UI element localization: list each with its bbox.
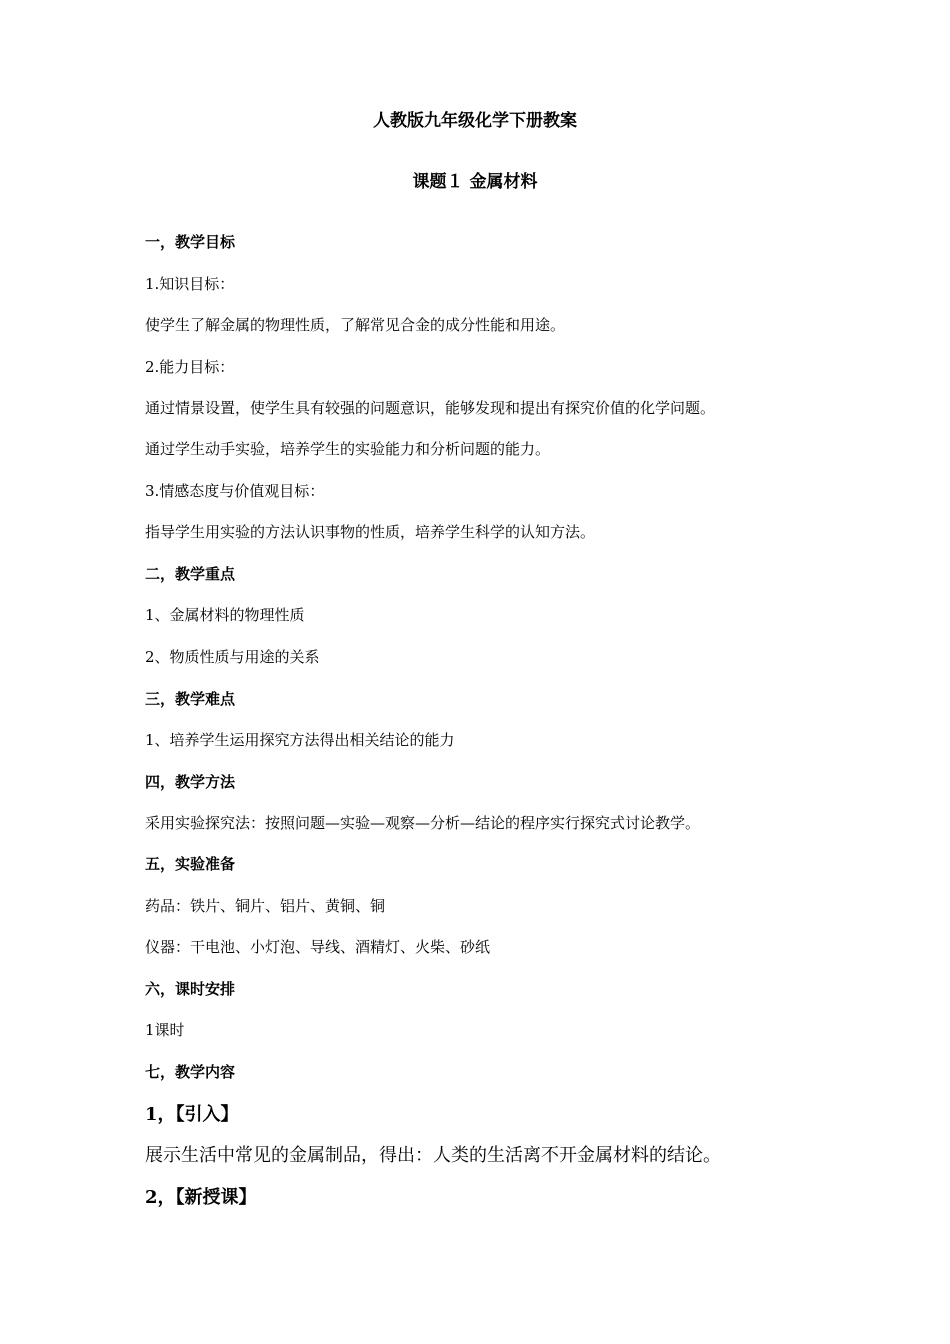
emotion-goal-text: 指导学生用实验的方法认识事物的性质，培养学生科学的认知方法。 bbox=[145, 523, 596, 541]
ability-goal-label: 2.能力目标： bbox=[145, 358, 235, 376]
ability-goal-text-2: 通过学生动手实验，培养学生的实验能力和分析问题的能力。 bbox=[145, 440, 551, 458]
key-point-2: 2、物质性质与用途的关系 bbox=[145, 648, 320, 666]
knowledge-goal-label: 1.知识目标： bbox=[145, 275, 235, 293]
part2-heading: 2，【新授课】 bbox=[145, 1187, 257, 1208]
knowledge-goal-text: 使学生了解金属的物理性质，了解常见合金的成分性能和用途。 bbox=[145, 316, 566, 334]
ability-goal-text-1: 通过情景设置，使学生具有较强的问题意识，能够发现和提出有探究价值的化学问题。 bbox=[145, 399, 716, 417]
instruments-list: 仪器：干电池、小灯泡、导线、酒精灯、火柴、砂纸 bbox=[145, 938, 491, 956]
section-heading-preparation: 五，实验准备 bbox=[145, 855, 236, 873]
section-heading-objectives: 一，教学目标 bbox=[145, 233, 236, 251]
section-heading-key-points: 二，教学重点 bbox=[145, 565, 236, 583]
emotion-goal-label: 3.情感态度与价值观目标： bbox=[145, 482, 325, 500]
section-heading-schedule: 六，课时安排 bbox=[145, 980, 236, 998]
document-title: 人教版九年级化学下册教案 bbox=[373, 111, 577, 131]
schedule-text: 1课时 bbox=[145, 1021, 185, 1039]
section-heading-difficulties: 三，教学难点 bbox=[145, 690, 236, 708]
part1-text: 展示生活中常见的金属制品，得出：人类的生活离不开金属材料的结论。 bbox=[145, 1145, 721, 1166]
section-heading-methods: 四，教学方法 bbox=[145, 773, 236, 791]
part1-heading: 1，【引入】 bbox=[145, 1104, 239, 1125]
key-point-1: 1、金属材料的物理性质 bbox=[145, 606, 305, 624]
lesson-title: 课题１ 金属材料 bbox=[412, 172, 538, 192]
drugs-list: 药品：铁片、铜片、铝片、黄铜、铜 bbox=[145, 897, 386, 915]
methods-text: 采用实验探究法：按照问题—实验—观察—分析—结论的程序实行探究式讨论教学。 bbox=[145, 814, 701, 832]
section-heading-content: 七，教学内容 bbox=[145, 1063, 236, 1081]
difficulty-1: 1、培养学生运用探究方法得出相关结论的能力 bbox=[145, 731, 455, 749]
